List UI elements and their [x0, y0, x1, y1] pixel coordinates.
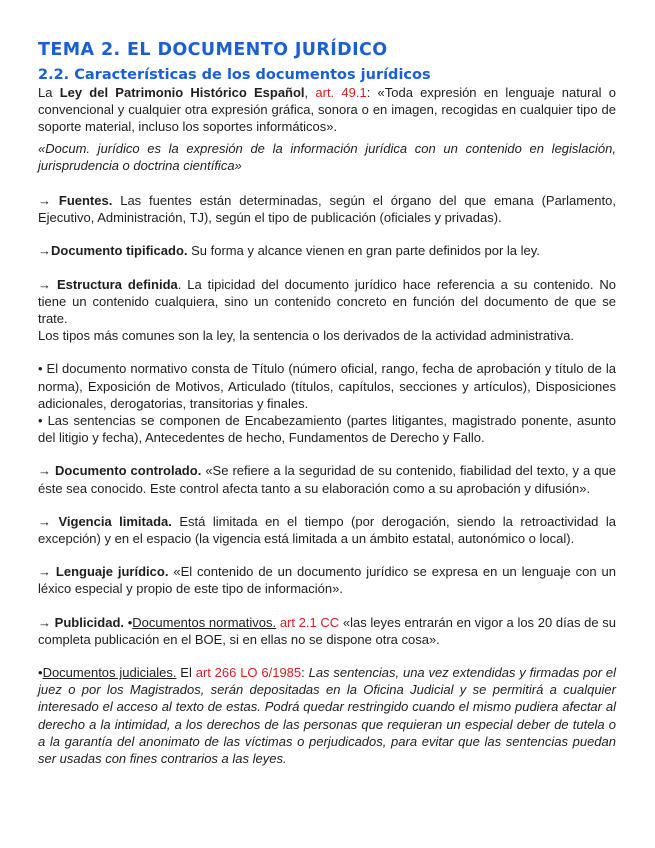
fuentes-paragraph: → Fuentes. Las fuentes están determinadas, según el órgano del que emana (Parlamento, Ejecutivo, Administración, TJ), según el tipo de publicación (oficiales y privadas). — [38, 193, 616, 226]
page-title: TEMA 2. EL DOCUMENTO JURÍDICO — [38, 40, 388, 60]
tipificado-paragraph: →Documento tipificado. Su forma y alcance vienen en gran parte definidos por la ley. — [38, 243, 540, 259]
vigencia-label: → Vigencia limitada. — [38, 513, 172, 529]
intro-paragraph: La Ley del Patrimonio Histórico Español, art. 49.1: «Toda expresión en lenguaje natural o convencional y cualquier otra expresión gráfica, sonora o en imagen, recogidas en cualquier tipo de soporte material, incluso los soportes informáticos». — [38, 85, 617, 135]
judiciales-paragraph: •Documentos judiciales. El art 266 LO 6/1985: Las sentencias, una vez extendidas y firmadas por el juez o por los Magistrados, serán depositadas en la Oficina Judicial y se permitirá a cualquier interesado el acceso al texto de estas. Podrá quedar restringido cuando el mismo pudiera afectar al derecho a la intimidad, a los derechos de las personas que requieran un especial deber de tutela o a la garantía del anonimato de las víctimas o perjudicados, para evitar que las sentencias puedan ser usadas con fines contrarios a las leyes. — [38, 665, 616, 767]
vigencia-paragraph: → Vigencia limitada. Está limitada en el tiempo (por derogación, siendo la retroactividad la excepción) y en el espacio (la vigencia está limitada a un ámbito estatal, autonómico o local). — [38, 513, 616, 547]
lenguaje-paragraph: → Lenguaje jurídico. «El contenido de un documento jurídico se expresa en un lenguaje con un léxico especial y propio de este tipo de información». — [38, 564, 616, 597]
estructura-line2: Los tipos más comunes son la ley, la sentencia o los derivados de la actividad administrativa. — [38, 328, 574, 344]
judiciales-quote: Las sentencias, una vez extendidas y firmadas por el juez o por los Magistrados, serán depositadas en la Oficina Judicial y se permitirá a cualquier interesado el acceso al texto de estas. Podrá quedar restringido cuando el mismo pudiera afectar al derecho a la intimidad, a los derechos de las personas que requieran un especial deber de tutela o a la garantía del anonimato de las víctimas o perjudicados, para evitar que las sentencias puedan ser usadas con fines contrarios a las leyes. — [38, 665, 616, 767]
law-name: Ley del Patrimonio Histórico Español — [59, 85, 305, 100]
documentos-judiciales-link: Documentos judiciales. — [42, 665, 177, 681]
tipificado-label: →Documento tipificado. — [38, 243, 188, 259]
publicidad-label: → Publicidad. — [38, 614, 125, 630]
document-page — [38, 40, 616, 767]
publicidad-paragraph: → Publicidad. •Documentos normativos. art 2.1 CC «las leyes entrarán en vigor a los 20 días de su completa publicación en el BOE, si en ellas no se dispone otra cosa». — [38, 614, 616, 647]
controlado-label: → Documento controlado. — [38, 463, 202, 479]
definition-quote: «Docum. jurídico es la expresión de la información jurídica con un contenido en legislación, jurisprudencia o doctrina científica» — [38, 140, 616, 173]
article-reference: art 266 LO 6/1985 — [195, 665, 302, 681]
lenguaje-label: → Lenguaje jurídico. — [38, 564, 169, 580]
bullet-normativo: • El documento normativo consta de Título (número oficial, rango, fecha de aprobación y título de la norma), Exposición de Motivos, Articulado (títulos, capítulos, secciones y artículos), Disposiciones adicionales, derogatorias, transitorias y finales. — [38, 361, 616, 411]
documentos-normativos-link: Documentos normativos. — [132, 614, 277, 630]
estructura-label: → Estructura definida — [38, 276, 178, 292]
section-subtitle: 2.2. Características de los documentos jurídicos — [38, 67, 431, 83]
bullet-sentencias: • Las sentencias se componen de Encabezamiento (partes litigantes, magistrado ponente, asunto del litigio y fecha), Antecedentes de hecho, Fundamentos de Derecho y Fallo. — [38, 413, 616, 446]
article-reference: art 2.1 CC — [279, 614, 340, 630]
fuentes-label: → Fuentes. — [38, 193, 113, 209]
estructura-paragraph: → Estructura definida. La tipicidad del documento jurídico hace referencia a su contenido. No tiene un contenido cualquiera, sino un contenido concreto en función del documento de que se trate. — [38, 276, 616, 327]
controlado-paragraph: → Documento controlado. «Se refiere a la seguridad de su contenido, fiabilidad del texto, y a que éste sea conocido. Este control afecta tanto a su elaboración como a su aprobación y difusión». — [38, 463, 616, 496]
article-reference: art. 49.1 — [315, 85, 367, 100]
